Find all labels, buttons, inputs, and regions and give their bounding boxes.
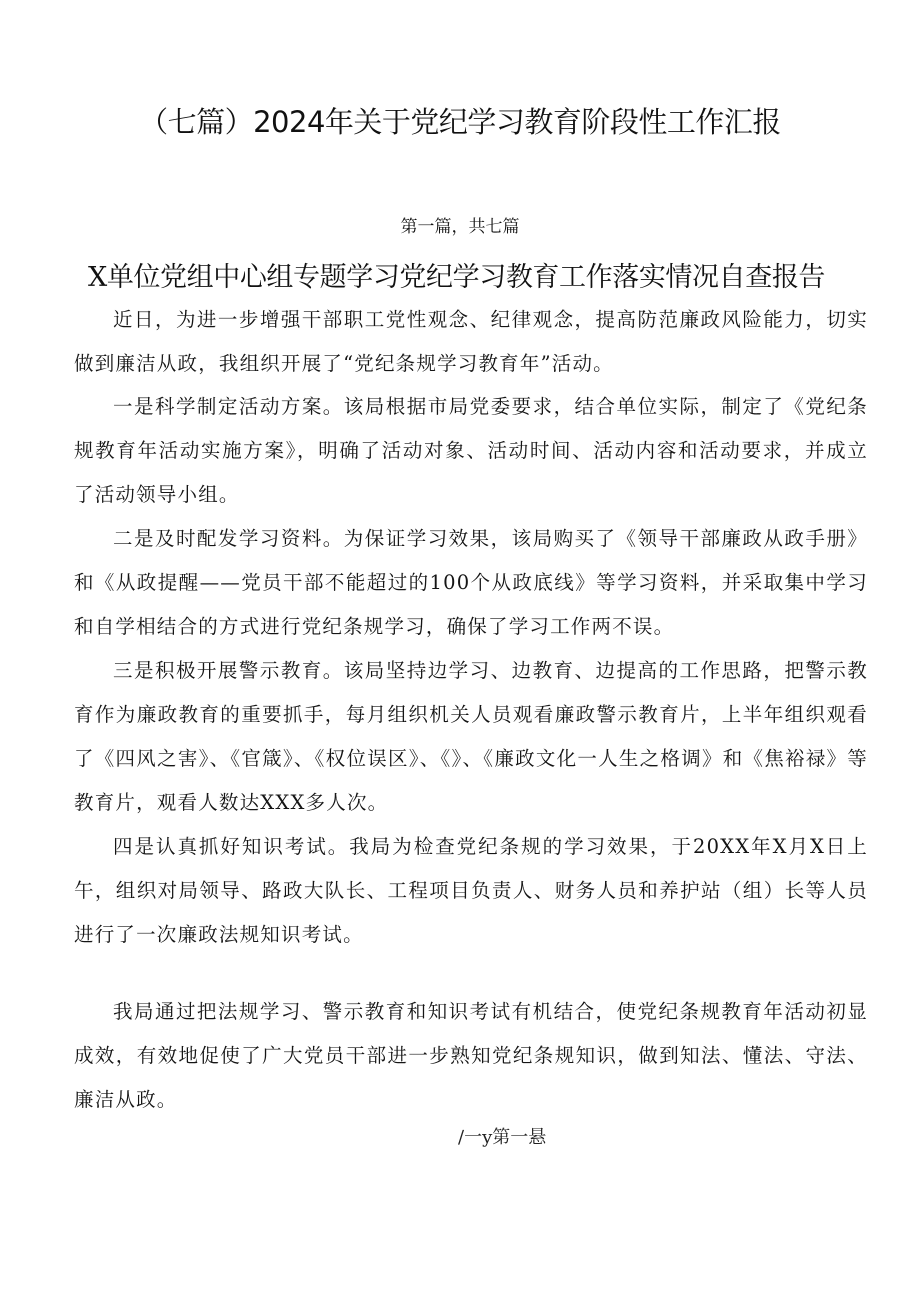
paragraph-plan: 一是科学制定活动方案。该局根据市局党委要求，结合单位实际，制定了《党纪条规教育年活动实施方案》，明确了活动对象、活动时间、活动内容和活动要求，并成立了活动领导小组。 [74, 395, 868, 506]
footer-mark: ∕一y第一悬 [458, 1127, 547, 1148]
paragraph-materials: 二是及时配发学习资料。为保证学习效果，该局购买了《领导干部廉政从政手册》和《从政提醒——党员干部不能超过的100个从政底线》等学习资料，并采取集中学习和自学相结合的方式进行党纪条规学习，确保了学习工作两不误。 [74, 527, 868, 638]
paragraph-exam: 四是认真抓好知识考试。我局为检查党纪条规的学习效果，于20XX年X月X日上午，组织对局领导、路政大队长、工程项目负责人、财务人员和养护站（组）长等人员进行了一次廉政法规知识考试。 [74, 835, 868, 946]
main-title: （七篇）2024年关于党纪学习教育阶段性工作汇报 [139, 105, 781, 139]
report-title: X单位党组中心组专题学习党纪学习教育工作落实情况自查报告 [88, 262, 826, 293]
paragraph-warning-education: 三是积极开展警示教育。该局坚持边学习、边教育、边提高的工作思路，把警示教育作为廉政教育的重要抓手，每月组织机关人员观看廉政警示教育片，上半年组织观看了《四风之害》、《官箴》、《权位误区》、《》、《廉政文化一人生之格调》和《焦裕禄》等教育片，观看人数达XXX多人次。 [74, 659, 868, 814]
section-label: 第一篇，共七篇 [400, 217, 520, 237]
paragraph-intro: 近日，为进一步增强干部职工党性观念、纪律观念，提高防范廉政风险能力，切实做到廉洁从政，我组织开展了“党纪条规学习教育年”活动。 [74, 308, 868, 375]
paragraph-conclusion: 我局通过把法规学习、警示教育和知识考试有机结合，使党纪条规教育年活动初显成效，有效地促使了广大党员干部进一步熟知党纪条规知识，做到知法、懂法、守法、廉洁从政。 [74, 1000, 868, 1111]
